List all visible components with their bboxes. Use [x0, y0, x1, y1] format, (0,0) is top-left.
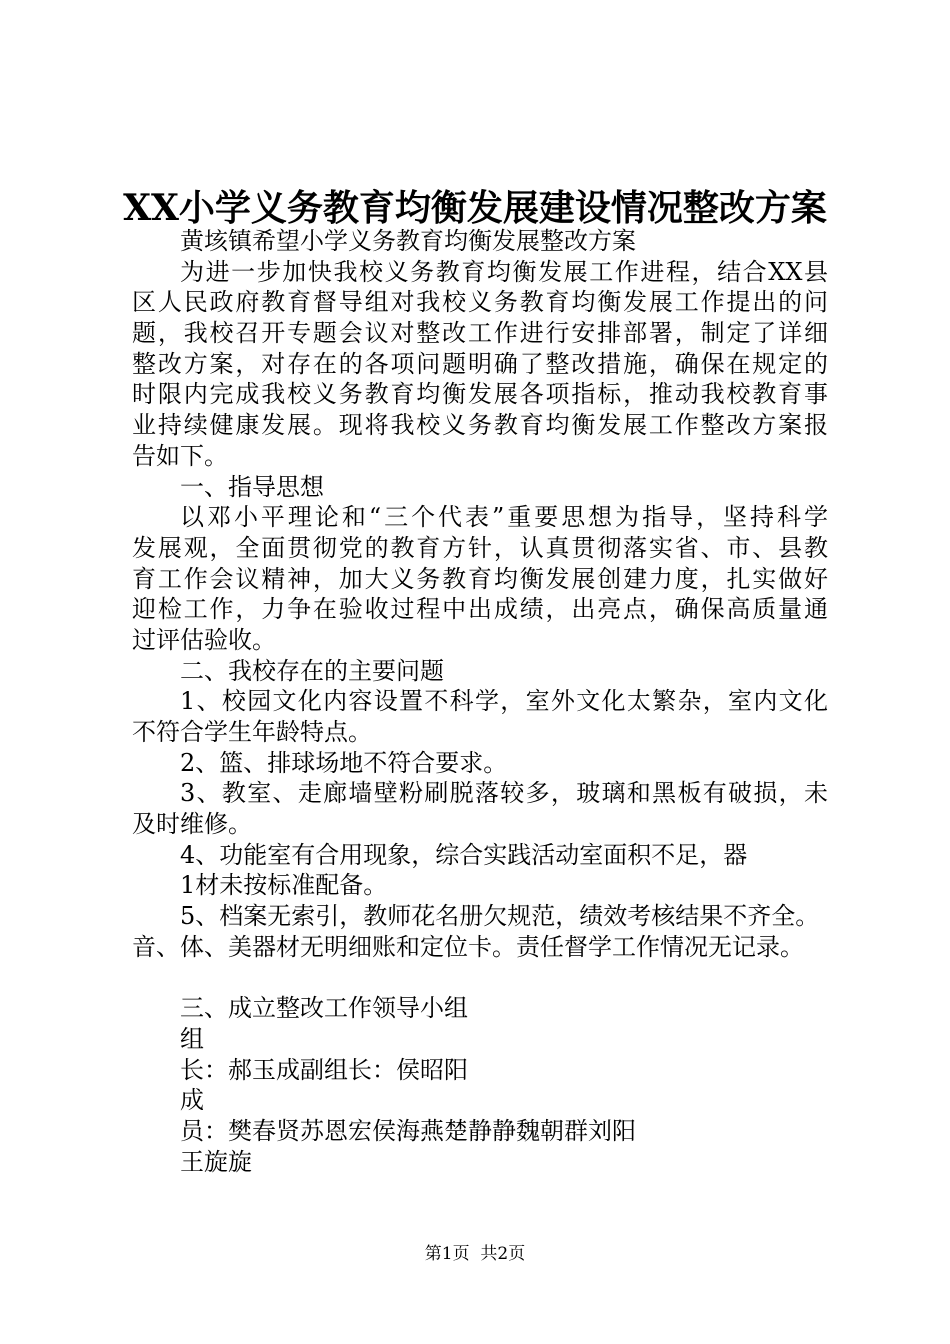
list-item-line: 及时维修。 — [132, 810, 252, 839]
group-line: 长：郝玉成副组长：侯昭阳 — [180, 1055, 468, 1084]
page-footer: 第1页 共2页 — [424, 1244, 526, 1264]
section-heading: 一、指导思想 — [180, 472, 324, 501]
paragraph-line: 发展观，全面贯彻党的教育方针，认真贯彻落实省、市、县教 — [132, 533, 828, 562]
document-body — [132, 226, 852, 1177]
group-line: 组 — [180, 1024, 204, 1053]
section-heading: 三、成立整改工作领导小组 — [180, 994, 468, 1023]
paragraph-line: 为进一步加快我校义务教育均衡发展工作进程，结合XX县 — [180, 257, 828, 286]
paragraph-line: 区人民政府教育督导组对我校义务教育均衡发展工作提出的问 — [132, 288, 828, 317]
group-line: 王旋旋 — [180, 1147, 252, 1176]
paragraph-line: 迎检工作，力争在验收过程中出成绩，出亮点，确保高质量通 — [132, 595, 828, 624]
list-item-line: 1、校园文化内容设置不科学，室外文化太繁杂，室内文化 — [180, 687, 828, 716]
subtitle-line: 黄垓镇希望小学义务教育均衡发展整改方案 — [180, 227, 636, 255]
paragraph-line: 时限内完成我校义务教育均衡发展各项指标，推动我校教育事 — [132, 380, 828, 409]
document-title: XX小学义务教育均衡发展建设情况整改方案 — [123, 187, 827, 229]
list-item-line: 1材未按标准配备。 — [180, 871, 388, 900]
group-line: 成 — [180, 1086, 204, 1115]
section-heading: 二、我校存在的主要问题 — [180, 656, 444, 685]
list-item-line: 3、教室、走廊墙壁粉刷脱落较多，玻璃和黑板有破损，未 — [180, 779, 828, 808]
list-item-line: 音、体、美器材无明细账和定位卡。责任督学工作情况无记录。 — [132, 932, 804, 961]
paragraph-line: 题，我校召开专题会议对整改工作进行安排部署，制定了详细 — [132, 319, 828, 348]
paragraph-line: 过评估验收。 — [132, 625, 276, 654]
list-item-line: 4、功能室有合用现象，综合实践活动室面积不足，器 — [180, 840, 748, 869]
blank-line — [132, 963, 852, 994]
paragraph-line: 育工作会议精神，加大义务教育均衡发展创建力度，扎实做好 — [132, 564, 828, 593]
paragraph-line: 整改方案，对存在的各项问题明确了整改措施，确保在规定的 — [132, 349, 828, 378]
paragraph-line: 告如下。 — [132, 441, 228, 470]
list-item-line: 2、篮、排球场地不符合要求。 — [180, 748, 508, 777]
list-item-line: 5、档案无索引，教师花名册欠规范，绩效考核结果不齐全。 — [180, 902, 820, 931]
group-line: 员：樊春贤苏恩宏侯海燕楚静静魏朝群刘阳 — [180, 1116, 636, 1145]
paragraph-line: 以邓小平理论和“三个代表”重要思想为指导，坚持科学 — [180, 503, 828, 532]
paragraph-line: 业持续健康发展。现将我校义务教育均衡发展工作整改方案报 — [132, 411, 828, 440]
list-item-line: 不符合学生年龄特点。 — [132, 718, 372, 746]
